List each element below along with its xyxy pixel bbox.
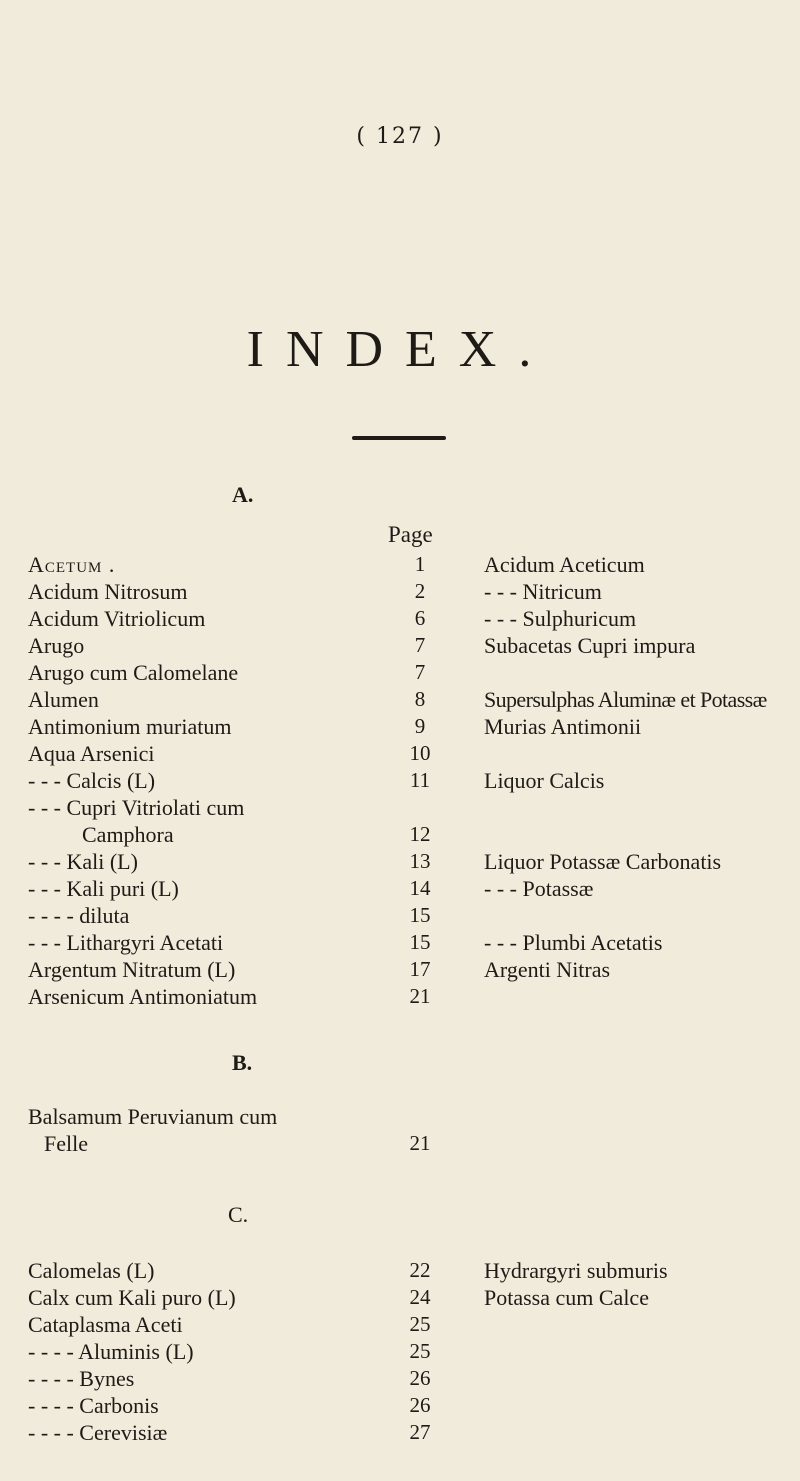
index-entry: [0, 1339, 800, 1367]
index-entry: [0, 687, 800, 715]
entry-term: - - - Calcis (L): [28, 768, 156, 793]
index-entry: [0, 1131, 800, 1159]
entry-term: Acidum Vitriolicum: [28, 606, 206, 631]
entry-term: Calomelas (L): [28, 1258, 155, 1283]
entry-synonym: Supersulphas Aluminæ et Potassæ: [484, 687, 767, 712]
section-letter-c: C.: [228, 1202, 249, 1227]
entry-page: 7: [414, 633, 426, 657]
index-entry: [0, 741, 800, 769]
entry-page: 25: [409, 1312, 431, 1336]
entry-term: Aqua Arsenici: [28, 741, 155, 766]
entry-term: Arugo cum Calomelane: [28, 660, 239, 685]
index-entry: [0, 1366, 800, 1394]
entry-term: Alumen: [28, 687, 99, 712]
entry-page: 11: [409, 768, 431, 792]
entry-page: 21: [409, 1131, 431, 1155]
entry-page: 2: [414, 579, 426, 603]
entry-synonym: - - - Nitricum: [484, 579, 602, 604]
entry-term: - - - - Cerevisiæ: [28, 1420, 168, 1445]
entry-term: Calx cum Kali puro (L): [28, 1285, 236, 1310]
entry-page: 24: [409, 1285, 431, 1309]
section-letter-a: A.: [232, 482, 254, 507]
index-entry: [0, 579, 800, 607]
entry-synonym: Murias Antimonii: [484, 714, 642, 739]
index-entry: [0, 633, 800, 661]
entry-synonym: Argenti Nitras: [484, 957, 611, 982]
entry-synonym: - - - Potassæ: [484, 876, 594, 901]
entry-synonym: - - - Plumbi Acetatis: [484, 930, 663, 955]
index-entry: [0, 957, 800, 985]
index-entry: [0, 930, 800, 958]
entry-synonym: Acidum Aceticum: [484, 552, 645, 577]
entry-page: 25: [409, 1339, 431, 1363]
entry-page: 22: [409, 1258, 431, 1282]
entry-term: - - - - Carbonis: [28, 1393, 159, 1418]
page-title: INDEX.: [246, 321, 554, 378]
index-entry: [0, 984, 800, 1012]
entry-term: Cataplasma Aceti: [28, 1312, 183, 1337]
index-entry: [0, 849, 800, 877]
index-entry: [0, 1420, 800, 1448]
entry-term: Balsamum Peruvianum cum: [28, 1104, 278, 1129]
entry-term: Acidum Nitrosum: [28, 579, 188, 604]
entry-term: - - - Kali puri (L): [28, 876, 179, 901]
entry-term: Felle: [44, 1131, 88, 1156]
entry-page: 15: [409, 930, 431, 954]
entry-synonym: Subacetas Cupri impura: [484, 633, 696, 658]
index-entry: [0, 714, 800, 742]
entry-page: 6: [414, 606, 426, 630]
entry-page: 7: [414, 660, 426, 684]
entry-term: - - - - Aluminis (L): [28, 1339, 194, 1364]
index-entry: [0, 876, 800, 904]
index-entry: [0, 795, 800, 823]
index-entry: [0, 552, 800, 580]
entry-term: - - - Kali (L): [28, 849, 138, 874]
entry-synonym: Hydrargyri submuris: [484, 1258, 668, 1283]
entry-term: - - - - diluta: [28, 903, 130, 928]
entry-term: Acetum .: [28, 552, 116, 577]
entry-term: Argentum Nitratum (L): [28, 957, 236, 982]
entry-page: 10: [409, 741, 431, 765]
entry-page: 15: [409, 903, 431, 927]
entry-synonym: Liquor Potassæ Carbonatis: [484, 849, 722, 874]
entry-term: Arsenicum Antimoniatum: [28, 984, 258, 1009]
entry-page: 17: [409, 957, 431, 981]
entry-page: 13: [409, 849, 431, 873]
entry-term: - - - Cupri Vitriolati cum: [28, 795, 245, 820]
index-entry: [0, 903, 800, 931]
entry-page: 21: [409, 984, 431, 1008]
entry-page: 8: [414, 687, 426, 711]
entry-term: Arugo: [28, 633, 85, 658]
entry-synonym: Liquor Calcis: [484, 768, 605, 793]
entry-synonym: Potassa cum Calce: [484, 1285, 649, 1310]
page-column-header: Page: [388, 522, 433, 547]
index-entry: [0, 1104, 800, 1132]
entry-term: - - - - Bynes: [28, 1366, 135, 1391]
index-entry: [0, 660, 800, 688]
entry-term: Antimonium muriatum: [28, 714, 232, 739]
entry-page: 26: [409, 1366, 431, 1390]
entry-page: 27: [409, 1420, 431, 1444]
index-entry: [0, 1312, 800, 1340]
entry-term: - - - Lithargyri Acetati: [28, 930, 224, 955]
index-entry: [0, 1285, 800, 1313]
entry-page: 1: [414, 552, 426, 576]
entry-page: 9: [414, 714, 426, 738]
entry-page: 14: [409, 876, 431, 900]
entry-synonym: - - - Sulphuricum: [484, 606, 637, 631]
index-entry: [0, 606, 800, 634]
page-number: ( 127 ): [356, 124, 444, 149]
index-entry: [0, 1393, 800, 1421]
index-entry: [0, 768, 800, 796]
entry-page: 26: [409, 1393, 431, 1417]
entry-term: Camphora: [82, 822, 174, 847]
index-entry: [0, 1258, 800, 1286]
entry-page: 12: [409, 822, 431, 846]
index-entry: [0, 822, 800, 850]
title-rule: [352, 436, 446, 440]
section-letter-b: B.: [232, 1050, 253, 1075]
